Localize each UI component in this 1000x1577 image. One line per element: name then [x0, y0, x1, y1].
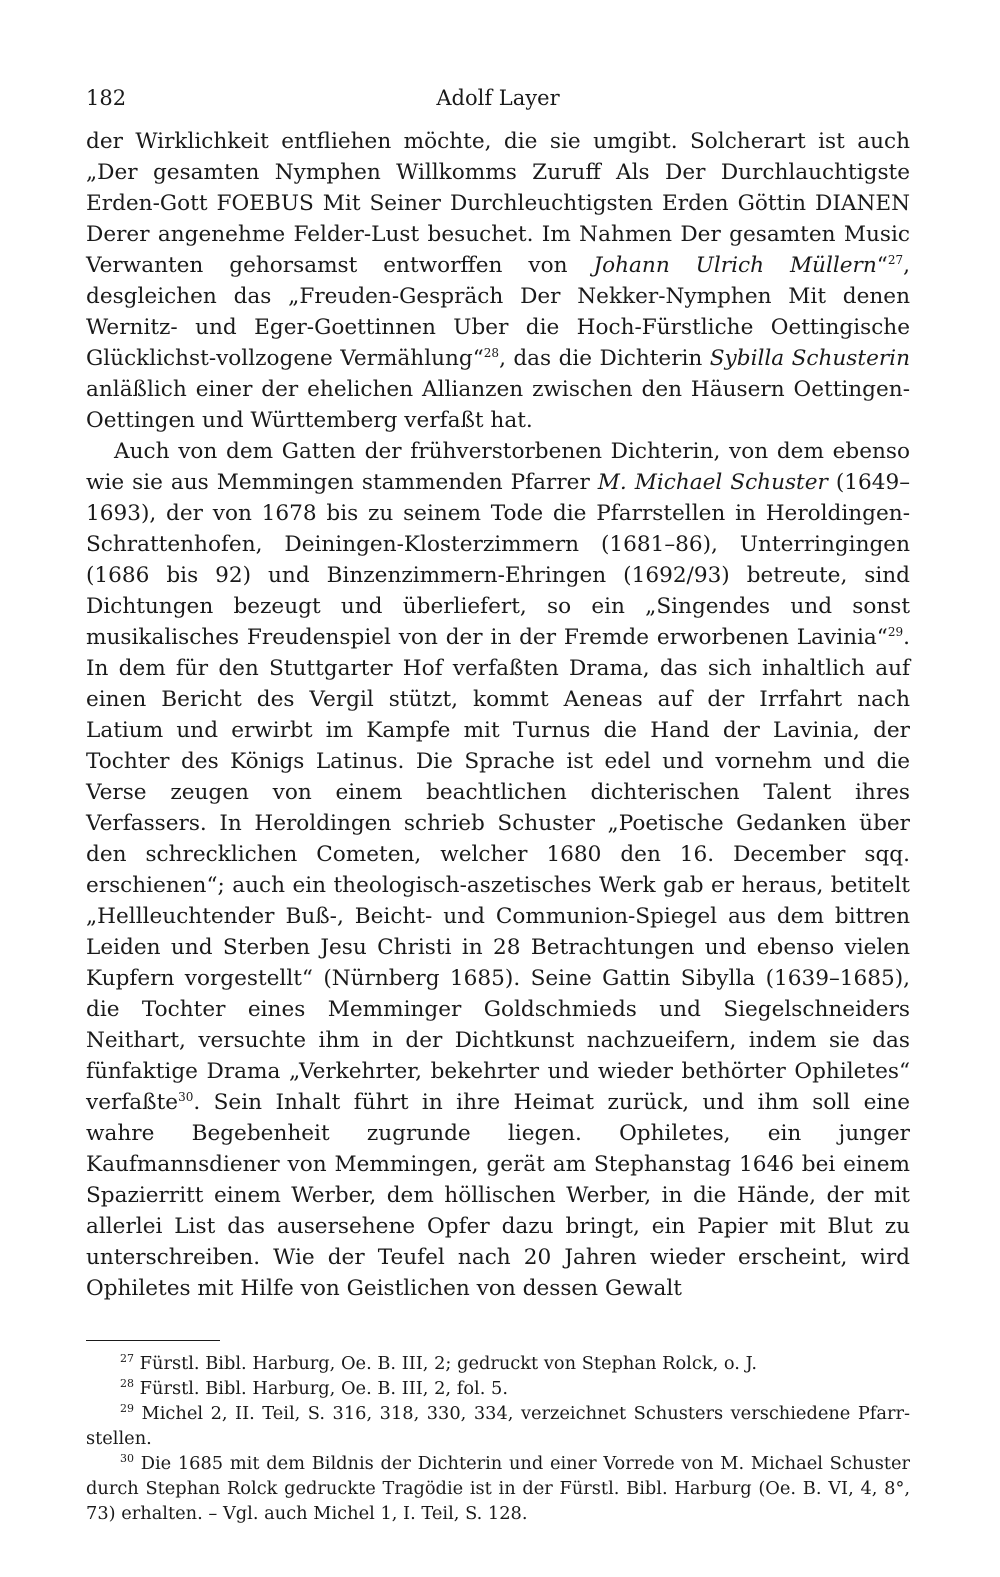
- footnote-number: 30: [120, 1452, 134, 1466]
- footnote-reference: 27: [887, 252, 904, 267]
- footnote-text: Fürstl. Bibl. Harburg, Oe. B. III, 2; gedruckt von Stephan Rolck, o. J.: [139, 1353, 757, 1374]
- footnote-reference: 28: [483, 345, 500, 360]
- italic-name: Johann Ulrich Müllern: [593, 253, 877, 278]
- page: [86, 86, 910, 1526]
- footnote-text: Die 1685 mit dem Bildnis der Dichterin und einer Vorrede von M. Michael Schuster durch Stephan Rolck gedruckte Tragödie ist in der Fürstl. Bibl. Harburg (Oe. B. VI, 4, 8°, 73) erhalten. – Vgl. auch Michel 1, I. Teil, S. 128.: [86, 1453, 910, 1524]
- page-number: 182: [86, 86, 127, 110]
- footnote-number: 29: [120, 1402, 134, 1416]
- footnote-divider: [86, 1340, 220, 1341]
- text-run: der Wirklichkeit entfliehen möchte, die sie umgibt. Solcherart ist auch „Der gesamten Nymphen Willkomms Zuruff Als Der Durchlauchtigste Erden-Gott FOEBUS Mit Seiner Durchleuchtigsten Erden Göttin DIANEN Derer angenehme Felder-Lust besuchet. Im Nahmen Der gesamten Music Verwanten gehorsamst entworffen von: [86, 129, 910, 278]
- text-run: . Sein Inhalt führt in ihre Heimat zurück, und ihm soll eine wahre Begebenheit zugrunde liegen. Ophiletes, ein junger Kaufmannsdiener von Memmingen, gerät am Stephanstag 1646 bei einem Spazierritt einem Werber, dem höllischen Werber, in die Hände, der mit allerlei List das ausersehene Opfer dazu bringt, ein Papier mit Blut zu unterschreiben. Wie der Teufel nach 20 Jahren wieder erscheint, wird Ophiletes mit Hilfe von Geistlichen von dessen Gewalt: [86, 1090, 910, 1301]
- footnote-27: [86, 1351, 910, 1376]
- italic-name: Sybilla Schusterin: [709, 346, 910, 371]
- text-run: anläßlich einer der ehelichen Allianzen zwischen den Häusern Oettingen-Oettingen und Württemberg verfaßt hat.: [86, 377, 910, 433]
- footnote-number: 28: [120, 1377, 134, 1391]
- text-run: . In dem für den Stuttgarter Hof verfaßten Drama, das sich inhaltlich auf einen Bericht des Vergil stützt, kommt Aeneas auf der Irrfahrt nach Latium und erwirbt im Kampfe mit Turnus die Hand der Lavinia, der Tochter des Königs Latinus. Die Sprache ist edel und vornehm und die Verse zeugen von einem beachtlichen dichterischen Talent ihres Verfassers. In Heroldingen schrieb Schuster „Poetische Gedanken über den schrecklichen Cometen, welcher 1680 den 16. December sqq. erschienen“; auch ein theologisch-aszetisches Werk gab er heraus, betitelt „Hellleuchtender Buß-, Beicht- und Communion-Spiegel aus dem bittren Leiden und Sterben Jesu Christi in 28 Betrachtungen und ebenso vielen Kupfern vorgestellt“ (Nürnberg 1685). Seine Gattin Sibylla (1639–1685), die Tochter eines Memminger Goldschmieds und Siegelschneiders Neithart, versuchte ihm in der Dichtkunst nachzueifern, indem sie das fünfaktige Drama „Verkehrter, bekehrter und wieder bethörter Ophiletes“ verfaßte: [86, 625, 910, 1115]
- text-run: “: [876, 253, 888, 278]
- paragraph-1: [86, 126, 910, 436]
- footnote-reference: 29: [887, 624, 904, 639]
- footnote-text: Michel 2, II. Teil, S. 316, 318, 330, 334, verzeichnet Schusters verschiedene Pfarrstellen.: [86, 1403, 911, 1449]
- footnote-text: Fürstl. Bibl. Harburg, Oe. B. III, 2, fol. 5.: [139, 1378, 508, 1399]
- italic-name: M. Michael Schuster: [597, 470, 828, 495]
- text-run: , das die Dichterin: [499, 346, 710, 371]
- footnote-28: [86, 1376, 910, 1401]
- footnote-number: 27: [120, 1352, 134, 1366]
- text-run: (1649–1693), der von 1678 bis zu seinem Tode die Pfarrstellen in Heroldingen-Schrattenhofen, Deiningen-Klosterzimmern (1681–86), Unterringingen (1686 bis 92) und Binzenzimmern-Ehringen (1692/93) betreute, sind Dichtungen bezeugt und überliefert, so ein „Singendes und sonst musikalisches Freudenspiel von der in der Fremde erworbenen Lavinia“: [86, 470, 910, 650]
- page-header: [86, 86, 910, 126]
- text-run: , desgleichen das „Freuden-Gespräch Der Nekker-Nymphen Mit denen Wernitz- und Eger-Goettinnen Uber die Hoch-Fürstliche Oettingische Glücklichst-vollzogene Vermählung“: [86, 253, 910, 371]
- footnotes: [86, 1351, 910, 1526]
- body-text: [86, 126, 910, 1304]
- footnote-29: [86, 1401, 910, 1451]
- paragraph-2: [86, 436, 910, 1304]
- text-run: Auch von dem Gatten der frühverstorbenen Dichterin, von dem ebenso wie sie aus Memmingen stammenden Pfarrer: [86, 439, 910, 495]
- running-head: Adolf Layer: [436, 86, 560, 110]
- footnote-30: [86, 1451, 910, 1526]
- footnote-reference: 30: [178, 1089, 194, 1104]
